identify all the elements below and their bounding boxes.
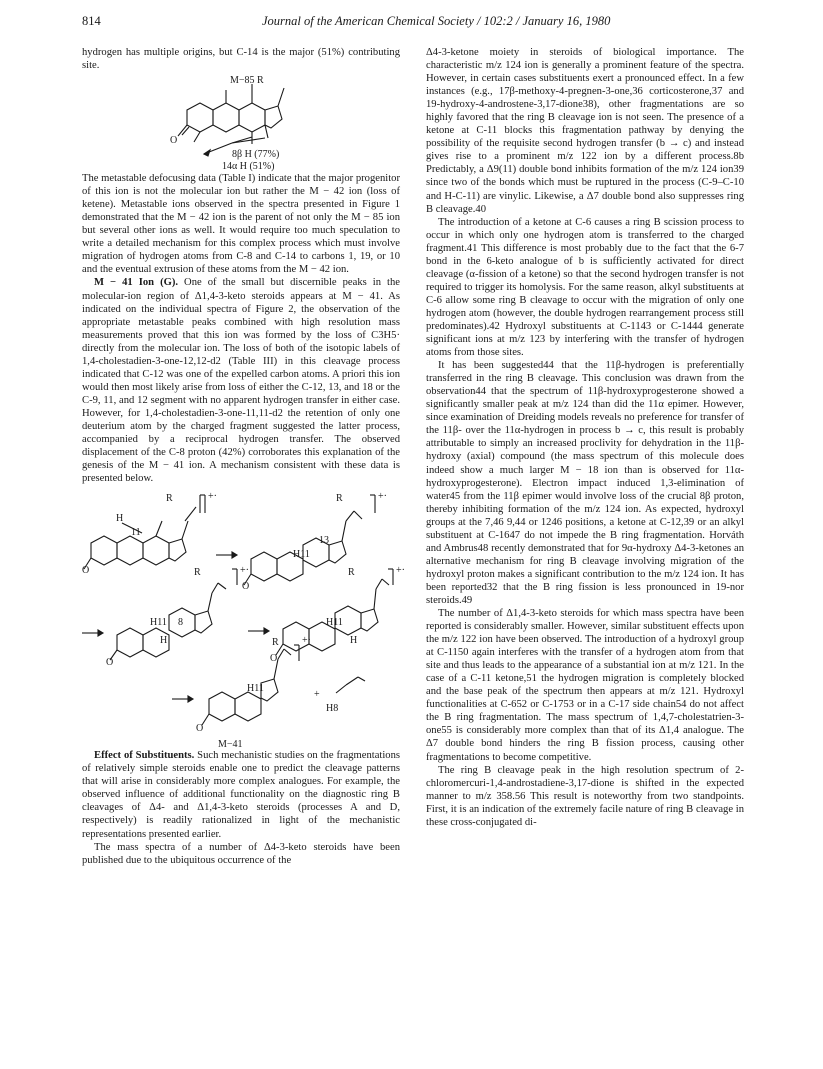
hydrogen-11-label: H11 [326,617,343,629]
label-14a-hydrogen: 14α H (51%) [222,161,275,173]
section-heading-m41: M − 41 Ion (G). [94,277,179,289]
label-8b-hydrogen: 8β H (77%) [232,149,280,161]
paragraph: The number of Δ1,4-3-keto steroids for which mass spectra have been reported is considerably smaller. However, similar substituent effects upon the m/z 122 ion have been observed. The introduction of a hydroxyl group at C-1150 again interferes with the transfer of a hydrogen atom from that site and thus leads to the appearance of a substantial ion at m/z 121. In the case of a C-11 ketone,51 the hydrogen migration is completely blocked and the base peak of the spectrum then appears at m/z 121. Hydroxyl functionalities at C-652 or C-1753 or in a C-17 side chain54 do not affect the B ring fragmentation. The mass spectrum of 1,4,7-cholestatrien-3-one55 is considerably more complex than that of its Δ1,4 analogue. The Δ7 double bond hinders the ring B fission process, causing other fragmentations to become competitive. [426,608,744,763]
steroid-structure-figure [82,72,400,172]
svg-text:O: O [196,723,204,735]
hydrogen-label: H [350,635,358,647]
carbon-number: 11 [131,527,141,539]
paragraph: The mass spectra of a number of Δ4-3-keto steroids have been published due to the ubiquitous occurrence of the [82,841,400,866]
svg-text:O: O [270,653,278,665]
carbon-number: 13 [319,535,329,547]
scheme-substituent: R [272,637,279,649]
hydrogen-label: H [160,635,168,647]
paragraph-substituents: Effect of Substituents. Such mechanistic studies on the fragmentations of relatively simple steroids enable one to predict the cleavage patterns that will arise in considerably more complex analogues. For example, the observed influence of additional functionality on the diagnostic ring B cleavages of Δ4- and Δ1,4-3-keto steroids (processes A and D, respectively) is readily rationalized in light of the mechanistic representations presented earlier. [82,750,400,840]
plus-sign: + [314,689,320,701]
svg-text:O: O [82,565,90,577]
radical-cation-symbol: +· [302,635,311,647]
hydrogen-11-label: H11 [150,617,167,629]
scheme-caption: M−41 [218,739,243,751]
paragraph: hydrogen has multiple origins, but C-14 is the major (51%) contributing site. [82,47,400,72]
svg-text:O: O [242,581,250,593]
scheme-substituent: R [348,567,355,579]
paragraph: It has been suggested44 that the 11β-hydrogen is preferentially transferred in the ring B cleavage. This conclusion was drawn from the observation44 that the spectrum of 11β-hydroxyprogesterone showed a significantly smaller peak at m/z 124 than did the 11α epimer. However, since examination of Dreiding models reveals no preference for transfer of the 11β- over the 11α-hydrogen in process b → c, this result is probably attributable to simply an increased proclivity for dehydration in the 11β-hydroxy (axial) compound (the mass spectrum of this molecule does indeed show a much larger M − 18 ion than is observed for 11α-hydroxyprogesterone). Electron impact induced 1,3-elimination of water45 from the 11β epimer would involve loss of the crucial 8β proton, thereby inhibiting formation of the m/z 124 ion. As expected, hydroxyl groups at the 7,46 9,44 or 1246 positions, a ketone at C-12,39 or an alkyl substituent at C-1647 do not impede the B ring fragmentation. Horváth and Ambrus48 recently demonstrated that for 9α-hydroxy Δ4-3-ketones an alternative mechanism for ring B cleavage involving migration of the hydroxyl proton makes a significant contribution to the m/z 124 ion. It has been reported32 that the B ring fission is less pronounced in 19-nor steroids.49 [426,360,744,606]
radical-cation-symbol: +· [240,565,249,577]
fragment-label: M−85 R [230,75,264,87]
m41-mechanism-scheme [82,485,405,751]
svg-text:O: O [106,657,114,669]
paragraph: Δ4-3-ketone moiety in steroids of biological importance. The characteristic m/z 124 ion is generally a prominent feature of the spectra. However, in certain cases substituents exert a pronounced effect. In a few instances (e.g., 17β-methoxy-4-pregnen-3-one,36 corticosterone,37 and 19-hydroxy-4-androstene-3,17-dione38), other fragmentations are so highly favored that the ring B cleavage ion is not seen. The presence of a ketone at C-11 blocks this fragmentation pathway by denying the possibility of the requisite second hydrogen transfer (b → c) and instead gives rise to a prominent m/z 122 ion by a different process.8b Predictably, a Δ9(11) double bond inhibits formation of the m/z 124 ion39 since two of the bonds which must be ruptured in the process (C-9–C-10 and H-C-11) are vinylic. Likewise, a Δ7 double bond also suppresses ring B cleavage.40 [426,47,744,215]
radical-cation-symbol: +· [396,565,405,577]
radical-cation-symbol: +· [208,491,217,503]
journal-citation: Journal of the American Chemical Society / 102:2 / January 16, 1980 [262,14,611,28]
hydrogen-11-label: H11 [247,683,264,695]
mechanism-drawing [82,485,405,751]
left-column [82,46,405,867]
carbon-number: 8 [178,617,183,629]
scheme-substituent: R [336,493,343,505]
paragraph: The ring B cleavage peak in the high resolution spectrum of 2-chloromercuri-1,4-androstadiene-3,17-dione is shifted in the expected manner to m/z 358.56 This result is noteworthy from two standpoints. First, it is an indication of the extremely facile nature of ring B cleavage in these cross-conjugated di- [426,764,744,828]
svg-text:O: O [170,135,178,147]
hydrogen-8-label: H8 [326,703,339,715]
paragraph: The metastable defocusing data (Table I) indicate that the major progenitor of this ion is not the molecular ion but rather the M − 42 ion (loss of ketene). Metastable ions observed in the spectra presented in Figure 1 demonstrated that the M − 42 ion is the parent of not only the M − 85 ion but several other ions as well. It would require too much speculation to write a detailed mechanism for this complex process which must involve migration of hydrogen atoms from C-8 and C-14 to carbons 1, 19, or 10 and the eventual extrusion of these atoms from the M − 42 ion. [82,173,400,276]
page-number: 814 [82,14,101,28]
hydrogen-11-label: H11 [293,549,310,561]
paragraph-m41: M − 41 Ion (G). One of the small but discernible peaks in the molecular-ion region of Δ1,4-3-keto steroids appears at M − 41. As indicated on the individual spectra of Figure 2, the observation of the appropriate metastable peaks combined with high resolution mass measurements proved that this ion was formed by the loss of C3H5· directly from the molecular ion. The loss of both of the isotopic labels of 1,4-cholestadien-3-one-12,12-d2 (Table III) in this cleavage process indicated that C-12 was one of the expelled carbon atoms. A priori this ion would then most likely arise from loss of either the C-12, 13, and 18 or the C-9, 11, and 12 segment with no apparent hydrogen transfer in either case. However, for 1,4-cholestadien-3-one-11,11-d2 the retention of only one deuterium atom by the charged fragment suggested the latter process, accompanied by a reciprocal hydrogen transfer. The observed displacement of the C-8 proton (42%) corroborates this explanation of the genesis of the M − 41 ion. A mechanism consistent with these data is presented below. [82,277,400,485]
scheme-substituent: R [194,567,201,579]
paragraph: The introduction of a ketone at C-6 causes a ring B scission process to occur in which only one hydrogen atom is transferred to the charged fragment.41 This difference is most probably due to the fact that the 6-7 bond in the 6-keto analogue of b is sufficiently activated for direct cleavage (α-fission of a ketone) so that the second hydrogen transfer is not required to trigger its homolysis. For the same reason, alkyl substituents at C-6 allow some ring B cleavage to occur with the migration of only one hydrogen atom (however, the double hydrogen rearrangement process still predominates).42 Hydroxyl substituents at C-1143 or C-1444 generate significant ions at m/z 123 by interfering with the transfer of hydrogen atoms from those sites. [426,216,744,359]
steroid-structure-drawing [82,72,400,172]
radical-cation-symbol: +· [378,491,387,503]
hydrogen-label: H [116,513,124,525]
scheme-substituent: R [166,493,173,505]
right-column [426,46,744,829]
section-heading-substituents: Effect of Substituents. [94,750,195,762]
page-header [82,14,744,34]
